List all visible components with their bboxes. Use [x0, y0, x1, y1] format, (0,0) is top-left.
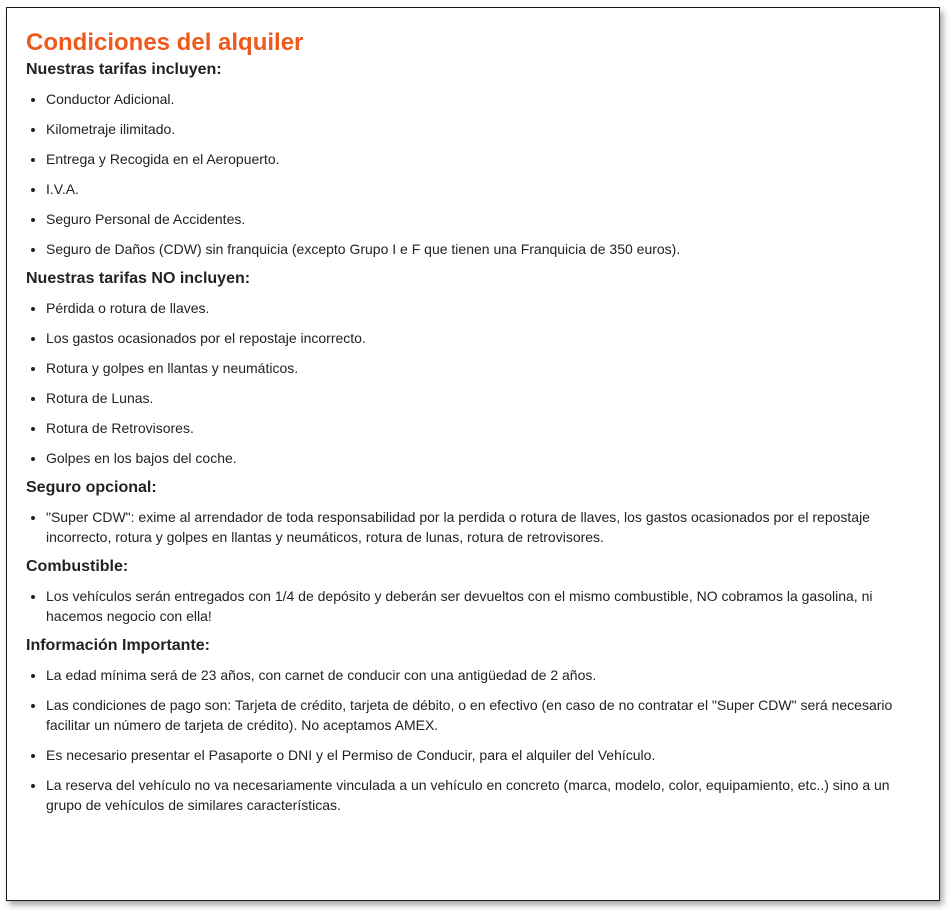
- list-item: • La reserva del vehículo no va necesariamente vinculada a un vehículo en concreto (marca, modelo, color, equipamiento, etc..) sino a un grupo de vehículos de similares características.: [46, 775, 926, 815]
- section-optional-insurance: [26, 478, 926, 547]
- list-item: • I.V.A.: [46, 179, 926, 199]
- list-item: • Seguro Personal de Accidentes.: [46, 209, 926, 229]
- list-item: • Los vehículos serán entregados con 1/4 de depósito y deberán ser devueltos con el mismo combustible, NO cobramos la gasolina, ni hacemos negocio con ella!: [46, 586, 926, 626]
- fuel-list: [26, 586, 926, 626]
- section-included: [26, 60, 926, 259]
- optional-insurance-list: [26, 507, 926, 547]
- section-heading: Seguro opcional:: [26, 479, 157, 496]
- list-item: • Rotura de Retrovisores.: [46, 418, 926, 438]
- section-heading: Información Importante:: [26, 637, 211, 654]
- list-item: • Las condiciones de pago son: Tarjeta de crédito, tarjeta de débito, o en efectivo (en caso de no contratar el "Super CDW" será necesario facilitar un número de tarjeta de crédito). No aceptamos AMEX.: [46, 695, 926, 735]
- list-item: • Golpes en los bajos del coche.: [46, 448, 926, 468]
- list-item: • "Super CDW": exime al arrendador de toda responsabilidad por la perdida o rotura de llaves, los gastos ocasionados por el repostaje incorrecto, rotura y golpes en llantas y neumáticos, rotura de lunas, rotura de retrovisores.: [46, 507, 926, 547]
- content-panel: [6, 7, 940, 901]
- list-item: • Kilometraje ilimitado.: [46, 119, 926, 139]
- list-item: • Seguro de Daños (CDW) sin franquicia (excepto Grupo I e F que tienen una Franquicia de 350 euros).: [46, 239, 926, 259]
- not-included-list: [26, 298, 926, 468]
- rental-conditions: [26, 28, 926, 825]
- included-list: [26, 89, 926, 259]
- section-important-info: [26, 636, 926, 815]
- section-heading: Nuestras tarifas incluyen:: [26, 61, 222, 78]
- list-item: • Rotura y golpes en llantas y neumáticos.: [46, 358, 926, 378]
- section-not-included: [26, 269, 926, 468]
- list-item: • Entrega y Recogida en el Aeropuerto.: [46, 149, 926, 169]
- list-item: • La edad mínima será de 23 años, con carnet de conducir con una antigüedad de 2 años.: [46, 665, 926, 685]
- list-item: • Pérdida o rotura de llaves.: [46, 298, 926, 318]
- section-fuel: [26, 557, 926, 626]
- list-item: • Es necesario presentar el Pasaporte o DNI y el Permiso de Conducir, para el alquiler del Vehículo.: [46, 745, 926, 765]
- list-item: • Los gastos ocasionados por el repostaje incorrecto.: [46, 328, 926, 348]
- list-item: • Conductor Adicional.: [46, 89, 926, 109]
- page-title: Condiciones del alquiler: [26, 29, 304, 56]
- important-info-list: [26, 665, 926, 815]
- section-heading: Nuestras tarifas NO incluyen:: [26, 270, 251, 287]
- section-heading: Combustible:: [26, 558, 129, 575]
- list-item: • Rotura de Lunas.: [46, 388, 926, 408]
